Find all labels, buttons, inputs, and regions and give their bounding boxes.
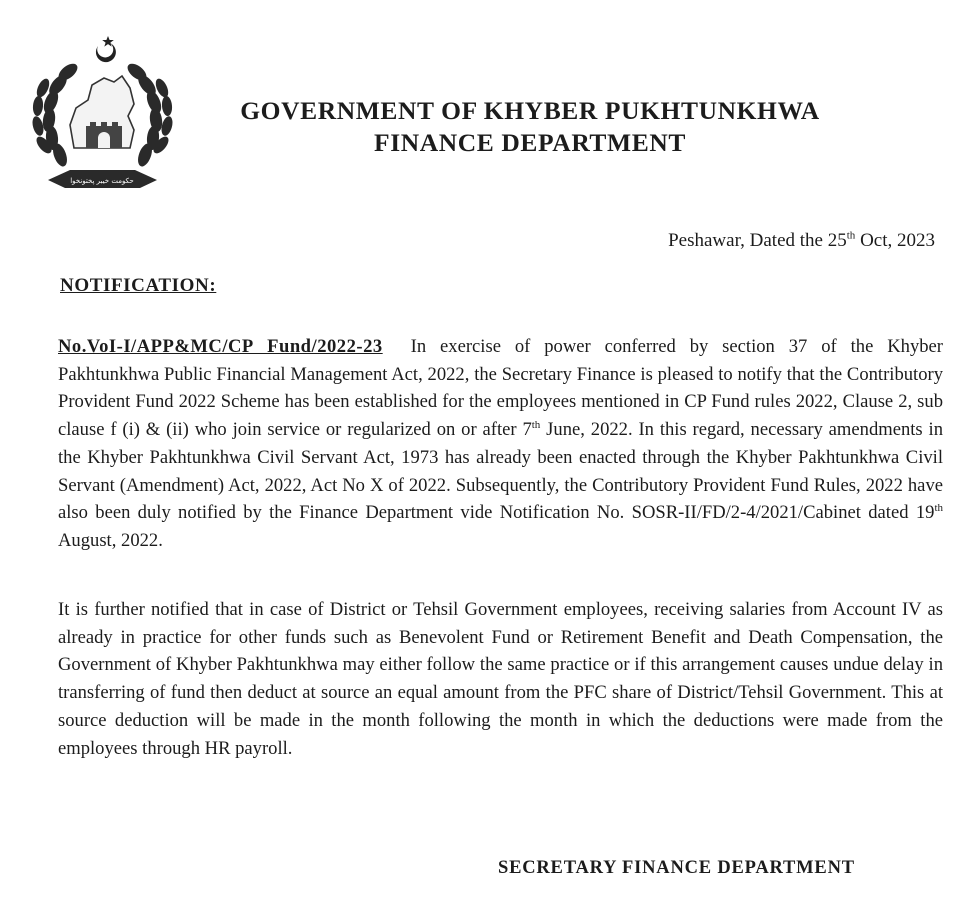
header-department-title: FINANCE DEPARTMENT bbox=[374, 128, 686, 157]
paragraph-1-text-b: June, 2022. In this regard, necessary amendments in the Khyber Pakhtunkhwa Civil Servant Act, 1973 has already been enacted through the Khyber Pakhtunkhwa Civil Servant (Amendment) Act, 2022, Act No X of 2022. Subsequently, the Contributory Provident Fund Rules, 2022 have also been duly notified by the Finance Department vide Notification No. SOSR-II/FD/2-4/2021/Cabinet dated 19 bbox=[58, 419, 943, 524]
notification-reference-number: No.VoI-I/APP&MC/CP Fund/2022-23 bbox=[58, 336, 383, 357]
notification-heading: NOTIFICATION: bbox=[60, 275, 217, 296]
header-government-title: GOVERNMENT OF KHYBER PUKHTUNKHWA bbox=[240, 96, 820, 125]
dateline-suffix: Oct, 2023 bbox=[855, 230, 935, 251]
paragraph-1-text-a: In exercise of power conferred by section 37 of the Khyber Pakhtunkhwa Public Financial Management Act, 2022, the Secretary Finance is pleased to notify that the Contributory Provident Fund 2022 Scheme has been established for the employees mentioned in CP Fund rules 2022, Clause 2, sub clause f (i) & (ii) who join service or regularized on or after 7 bbox=[58, 336, 943, 441]
notification-paragraph-1 bbox=[58, 333, 943, 555]
paragraph-1-sup-b: th bbox=[934, 502, 943, 515]
svg-text:حکومت خیبر پختونخوا: حکومت خیبر پختونخوا bbox=[70, 177, 134, 185]
notification-paragraph-2: It is further notified that in case of District or Tehsil Government employees, receiving salaries from Account IV as already in practice for other funds such as Benevolent Fund or Retirement Benefit and Death Compensation, the Government of Khyber Pakhtunkhwa may either follow the same practice or if this arrangement causes undue delay in transferring of fund then deduct at source an equal amount from the PFC share of District/Tehsil Government. This at source deduction will be made in the month following the month in which the deductions were made from the employees through HR payroll. bbox=[58, 599, 943, 759]
dateline-prefix: Peshawar, Dated the 25 bbox=[668, 230, 847, 251]
paragraph-1-sup-a: th bbox=[531, 418, 541, 431]
paragraph-1-text-c: August, 2022. bbox=[58, 529, 163, 551]
dateline bbox=[668, 230, 935, 252]
signature-block: SECRETARY FINANCE DEPARTMENT bbox=[498, 858, 855, 878]
dateline-sup: th bbox=[846, 229, 856, 242]
